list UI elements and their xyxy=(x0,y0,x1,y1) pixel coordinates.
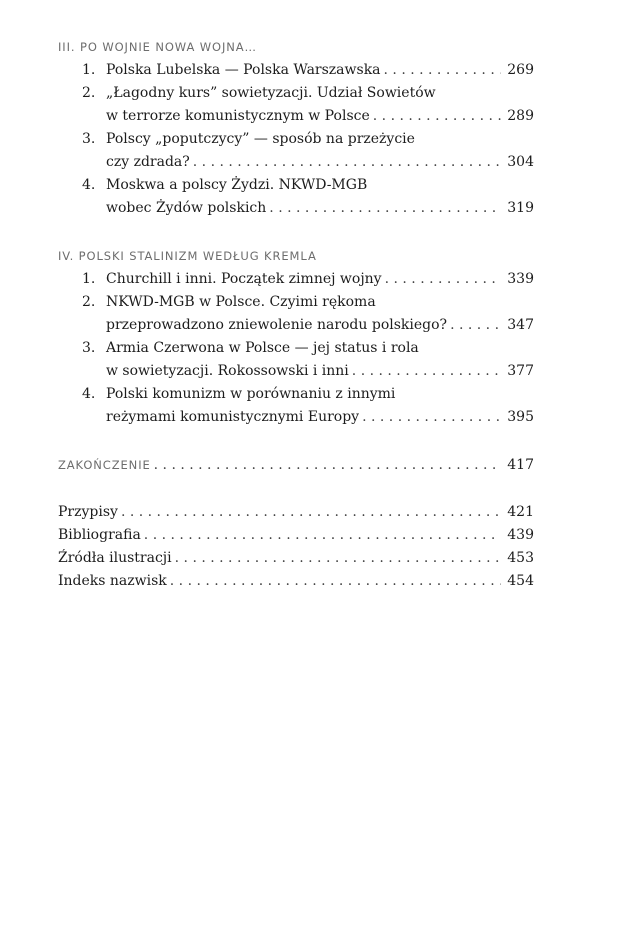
entry-line xyxy=(106,314,534,337)
entry-line xyxy=(106,291,534,314)
entry-title: Moskwa a polscy Żydzi. NKWD-MGB xyxy=(106,177,368,193)
entry-title: Polscy „poputczycy” — sposób na przeżycie xyxy=(106,131,415,147)
page-number: 289 xyxy=(507,108,534,124)
page-number: 439 xyxy=(507,527,534,543)
entry-number: 1. xyxy=(82,62,96,78)
entry-title: Churchill i inni. Początek zimnej wojny xyxy=(106,271,382,287)
page-number: 453 xyxy=(507,550,534,566)
page-number: 319 xyxy=(507,200,534,216)
entry-number: 4. xyxy=(82,386,96,402)
backmatter-title: Bibliografia xyxy=(58,527,141,543)
page-number: 377 xyxy=(507,363,534,379)
toc-entry xyxy=(58,59,534,82)
page-number: 421 xyxy=(507,504,534,520)
entry-title-continued: reżymami komunistycznymi Europy xyxy=(106,409,360,425)
entry-line xyxy=(106,105,534,128)
page-number: 339 xyxy=(507,271,534,287)
entry-line xyxy=(106,406,534,429)
toc-entry xyxy=(58,337,534,383)
entry-title: NKWD-MGB w Polsce. Czyimi rękoma xyxy=(106,294,376,310)
table-of-contents xyxy=(58,36,534,593)
entry-line xyxy=(106,197,534,220)
section-heading: III. PO WOJNIE NOWA WOJNA… xyxy=(58,40,257,54)
toc-entry xyxy=(58,82,534,128)
entry-line xyxy=(58,454,534,477)
entry-line xyxy=(106,59,534,82)
toc-entry xyxy=(58,268,534,291)
entry-line xyxy=(106,337,534,360)
dot-leader xyxy=(384,59,501,82)
dot-leader xyxy=(450,314,501,337)
entry-number: 2. xyxy=(82,294,96,310)
toc-section-iii xyxy=(58,36,534,220)
dot-leader xyxy=(144,524,501,547)
dot-leader xyxy=(193,151,501,174)
backmatter-entry xyxy=(58,524,534,547)
backmatter-title: Przypisy xyxy=(58,504,118,520)
page-number: 304 xyxy=(507,154,534,170)
toc-entry xyxy=(58,128,534,174)
entry-number: 4. xyxy=(82,177,96,193)
backmatter-title: Indeks nazwisk xyxy=(58,573,167,589)
page-number: 454 xyxy=(507,573,534,589)
entry-title: Polski komunizm w porównaniu z innymi xyxy=(106,386,396,402)
entry-title-continued: w sowietyzacji. Rokossowski i inni xyxy=(106,363,349,379)
entry-title-continued: w terrorze komunistycznym w Polsce xyxy=(106,108,370,124)
backmatter-entry xyxy=(58,570,534,593)
closing-title: ZAKOŃCZENIE xyxy=(58,458,151,472)
entry-line xyxy=(106,128,534,151)
dot-leader xyxy=(269,197,501,220)
entry-number: 3. xyxy=(82,131,96,147)
entry-line xyxy=(106,268,534,291)
toc-entry xyxy=(58,174,534,220)
dot-leader xyxy=(362,406,501,429)
entry-line xyxy=(106,360,534,383)
page-number: 395 xyxy=(507,409,534,425)
entry-line xyxy=(106,383,534,406)
toc-closing xyxy=(58,454,534,477)
dot-leader xyxy=(352,360,501,383)
dot-leader xyxy=(385,268,501,291)
entry-line xyxy=(106,82,534,105)
page-number: 269 xyxy=(507,62,534,78)
entry-title-continued: przeprowadzono zniewolenie narodu polskiego? xyxy=(106,317,448,333)
entry-title-continued: czy zdrada? xyxy=(106,154,190,170)
entry-line xyxy=(106,174,534,197)
dot-leader xyxy=(170,570,501,593)
entry-number: 2. xyxy=(82,85,96,101)
toc-backmatter xyxy=(58,501,534,593)
backmatter-title: Źródła ilustracji xyxy=(58,550,172,566)
page-number: 417 xyxy=(507,457,534,473)
entry-line xyxy=(106,151,534,174)
dot-leader xyxy=(373,105,501,128)
toc-entry xyxy=(58,383,534,429)
dot-leader xyxy=(121,501,501,524)
dot-leader xyxy=(175,547,501,570)
toc-section-iv xyxy=(58,245,534,429)
entry-number: 1. xyxy=(82,271,96,287)
page-number: 347 xyxy=(507,317,534,333)
toc-entry xyxy=(58,291,534,337)
entry-title: Polska Lubelska — Polska Warszawska xyxy=(106,62,381,78)
dot-leader xyxy=(154,454,501,477)
section-heading: IV. POLSKI STALINIZM WEDŁUG KREMLA xyxy=(58,249,317,263)
entry-title: „Łagodny kurs” sowietyzacji. Udział Sowietów xyxy=(106,85,436,101)
backmatter-entry xyxy=(58,547,534,570)
backmatter-entry xyxy=(58,501,534,524)
entry-title-continued: wobec Żydów polskich xyxy=(106,200,267,216)
entry-number: 3. xyxy=(82,340,96,356)
entry-title: Armia Czerwona w Polsce — jej status i rola xyxy=(106,340,419,356)
